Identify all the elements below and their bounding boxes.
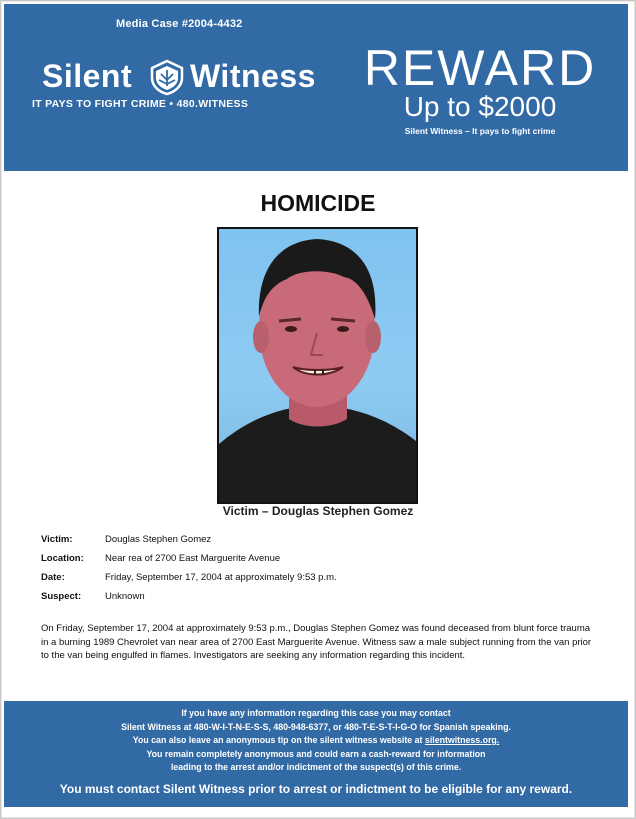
website-link[interactable]: silentwitness.org. [424, 735, 500, 745]
victim-photo [217, 227, 418, 504]
reward-amount: Up to $2000 [403, 91, 557, 122]
footer-line: You remain completely anonymous and could earn a cash-reward for information [146, 748, 486, 759]
detail-value: Unknown [105, 591, 145, 602]
case-narrative: On Friday, September 17, 2004 at approximately 9:53 p.m., Douglas Stephen Gomez was found deceased from blunt force trauma in a burning 1989 Chevrolet van near area of 2700 East Marguerite Avenue. Witness saw a male subject running from the van prior to the van being engulfed in flames. Investigators are seeking any information regarding this incident. [41, 623, 592, 661]
crime-type-headline: HOMICIDE [260, 190, 376, 216]
logo-tagline: IT PAYS TO FIGHT CRIME • 480.WITNESS [32, 98, 249, 110]
detail-value: Douglas Stephen Gomez [105, 534, 212, 545]
detail-label: Victim: [41, 534, 73, 545]
reward-subtitle: Silent Witness – It pays to fight crime [404, 126, 556, 136]
detail-label: Date: [41, 572, 65, 583]
logo-word-silent: Silent [42, 58, 133, 94]
footer-line: If you have any information regarding this case you may contact [181, 708, 451, 718]
detail-value: Friday, September 17, 2004 at approximately 9:53 p.m. [105, 572, 337, 583]
footer-eligibility-notice: You must contact Silent Witness prior to arrest or indictment to be eligible for any reward. [59, 781, 573, 796]
detail-label: Suspect: [41, 591, 82, 602]
reward-title: REWARD [363, 40, 597, 96]
footer-line: Silent Witness at 480-W-I-T-N-E-S-S, 480-948-6377, or 480-T-E-S-T-I-G-O for Spanish speaking. [121, 721, 511, 732]
footer-website-text: You can also leave an anonymous tip on the silent witness website at [132, 735, 425, 745]
footer-banner [4, 701, 628, 807]
logo-word-witness: Witness [190, 58, 316, 94]
silent-witness-logo [42, 52, 342, 122]
footer-line-website [4, 734, 628, 748]
badge-icon [148, 58, 186, 96]
footer-line: leading to the arrest and/or indictment of the suspect(s) of this crime. [170, 762, 462, 772]
media-case-number: Media Case #2004-4432 [116, 18, 243, 30]
photo-caption: Victim – Douglas Stephen Gomez [222, 504, 414, 518]
victim-portrait-illustration [219, 229, 416, 502]
header-banner [4, 4, 628, 171]
detail-label: Location: [41, 553, 84, 564]
detail-value: Near rea of 2700 East Marguerite Avenue [105, 553, 281, 564]
